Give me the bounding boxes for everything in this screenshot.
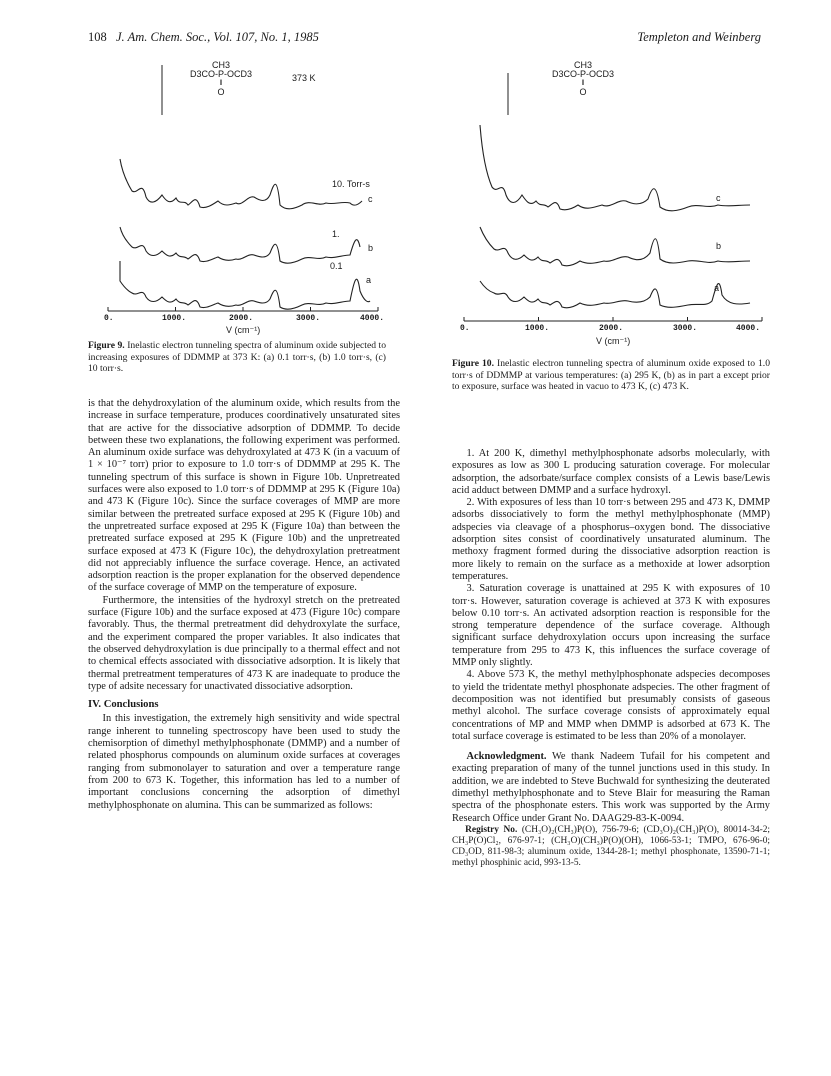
figure-10-caption-label: Figure 10. bbox=[452, 358, 495, 369]
fig10-trace-b bbox=[480, 227, 750, 266]
figure-10-caption-text: Inelastic electron tunneling spectra of aluminum oxide exposed to 1.0 torr·s of DDMMP at various temperatures: (a) 295 K, (b) as in part a except prior to exposure, surface was heated in vacuo to 473 K, (c) 473 K. bbox=[452, 358, 770, 392]
fig10-molecule bbox=[538, 61, 628, 97]
fig10-tick-3000: 3000. bbox=[673, 324, 698, 333]
fig10-molecule-double-bond: ‖ bbox=[581, 80, 585, 87]
fig10-label-a: a bbox=[714, 283, 720, 293]
figure-9-plot bbox=[80, 55, 380, 345]
running-header bbox=[88, 30, 761, 48]
acknowledgment-text: We thank Nadeem Tufail for his competent and exacting preparation of many of the tunnel junctions used in this study. In addition, we are indebted to Steve Buchwald for synthesizing the deuterated dimethyl methylphosphonate and to Steve Blair for measuring the Raman spectra of the phosphonate esters. This work was supported by the Army Research Office under Grant No. DAAG29-83-K-0094. bbox=[452, 751, 770, 824]
fig9-label-b-exposure: 1. bbox=[332, 229, 340, 239]
fig9-molecule-ch3: CH3 bbox=[211, 60, 230, 70]
fig9-tick-4000: 4000. bbox=[360, 314, 385, 323]
fig10-molecule-ch3: CH3 bbox=[573, 60, 592, 70]
figure-9-caption-text: Inelastic electron tunneling spectra of aluminum oxide subjected to increasing exposures of DDMMP at 373 K: (a) 0.1 torr·s, (b) 1.0 torr·s, (c) 10 torr·s. bbox=[88, 340, 386, 374]
left-paragraph-1: is that the dehydroxylation of the aluminum oxide, which results from the increase in surface temperature, produces coordinatively unsaturated sites that are active for the dissociative adsorption of DDMMP. To decide between these two explanations, the following experiment was performed. An aluminum oxide surface was dehydroxylated at 473 K (in a vacuum of 1 × 10⁻⁷ torr) prior to exposure to 1.0 torr·s of DDMMP at 295 K. The tunneling spectrum of this surface is shown in Figure 10b. Unpretreated surfaces were also exposed to 1.0 torr·s of DDMMP at 295 K (Figure 10a) and 473 K (Figure 10c). Since the surface coverages of MMP are more similar between the pretreated surface exposed at 295 K (Figure 10b) and the unpretreated surface exposed at 295 K (Figure 10a) than between the pretreated surface exposed at 295 K (Figure 10b) and the unpretreated surface exposed at 473 K (Figure 10c), the dehydroxylation pretreatment did not appreciably influence the surface coverage. Hence, an activated adsorption reaction is the proper explanation for the observed dependence of the surface coverage of MMP on the temperature of exposure. bbox=[88, 398, 400, 594]
fig9-molecule bbox=[176, 61, 266, 97]
fig9-tick-1000: 1000. bbox=[162, 314, 187, 323]
fig10-tick-0: 0. bbox=[460, 324, 470, 333]
fig10-trace-c bbox=[480, 125, 750, 211]
figure-10 bbox=[450, 55, 765, 355]
fig9-label-c-exposure: 10. Torr-s bbox=[332, 179, 370, 189]
fig10-molecule-core: D3CO-P-OCD3 bbox=[551, 69, 614, 79]
fig10-molecule-oxygen: O bbox=[579, 87, 587, 97]
fig9-molecule-double-bond: ‖ bbox=[219, 80, 223, 87]
fig10-tick-1000: 1000. bbox=[525, 324, 550, 333]
fig10-x-axis-label: V (cm⁻¹) bbox=[596, 336, 631, 346]
fig10-trace-a bbox=[480, 281, 750, 308]
running-authors: Templeton and Weinberg bbox=[637, 30, 761, 44]
registry-numbers bbox=[452, 825, 770, 869]
conclusion-item-3: 3. Saturation coverage is unattained at 295 K with exposures of 10 torr·s. However, saturation coverage is achieved at 373 K with exposures below 0.10 torr·s. An activated adsorption reaction is responsible for the strong temperature dependence of the surface coverage. Although significant surface dehydroxylation occurs upon increasing the surface temperature from 295 to 473 K, this influences the surface coverage of MMP only slightly. bbox=[452, 583, 770, 669]
fig9-x-axis-label: V (cm⁻¹) bbox=[226, 325, 261, 335]
fig9-tick-0: 0. bbox=[104, 314, 114, 323]
fig9-label-b: b bbox=[368, 243, 374, 253]
figure-10-caption bbox=[452, 358, 770, 393]
left-paragraph-2: Furthermore, the intensities of the hydroxyl stretch on the pretreated surface (Figure 10b) and the surface exposed at 473 (Figure 10c) compare favorably. Thus, the thermal pretreatment did dehydroxylate the surface, and the experiment compared the proper variables. It also indicates that the observed dehydroxylation is due principally to a thermal effect and not to chemical effects associated with dissociative adsorption. It is likely that thermal pretreatment temperatures of 473 K are inadequate to produce the type of adsite necessary for unactivated dissociative adsorption. bbox=[88, 594, 400, 692]
conclusions-heading: IV. Conclusions bbox=[88, 699, 159, 711]
journal-citation: J. Am. Chem. Soc., Vol. 107, No. 1, 1985 bbox=[116, 30, 319, 44]
fig10-label-c: c bbox=[716, 193, 721, 203]
figure-9 bbox=[80, 55, 385, 345]
fig9-temperature: 373 K bbox=[292, 73, 316, 83]
fig9-label-c: c bbox=[368, 194, 373, 204]
registry-label: Registry No. bbox=[465, 824, 518, 835]
fig10-tick-4000: 4000. bbox=[736, 324, 761, 333]
fig9-label-a-exposure: 0.1 bbox=[330, 261, 343, 271]
fig9-tick-2000: 2000. bbox=[229, 314, 254, 323]
left-paragraph-3: In this investigation, the extremely high sensitivity and wide spectral range inherent to tunneling spectroscopy have been used to study the chemisorption of dimethyl methylphosphonate (DMMP) and a number of related phosphorus compounds on aluminum oxide surfaces at coverages ranging from submonolayer to saturation and over a temperature range from 200 to 673 K. Together, this information has led to a number of important conclusions concerning the adsorption of dimethyl methylphosphonate on alumina. This can be summarized as follows: bbox=[88, 713, 400, 811]
fig9-molecule-core: D3CO-P-OCD3 bbox=[189, 69, 252, 79]
left-column bbox=[88, 398, 400, 812]
fig9-trace-c bbox=[120, 159, 362, 209]
right-column bbox=[452, 448, 770, 869]
fig10-label-b: b bbox=[716, 241, 722, 251]
page-number: 108 bbox=[88, 30, 107, 44]
fig9-label-a: a bbox=[366, 275, 372, 285]
acknowledgment-label: Acknowledgment. bbox=[466, 751, 547, 763]
registry-text: (CH₃O)₂(CH₃)P(O), 756-79-6; (CD₃O)₂(CH₃)P(O), 80014-34-2; CH₃P(O)Cl₂, 676-97-1; (CH₃O)(CH₃)P(O)(OH), 1066-53-1; TMPO, 676-96-0; CD₃OD, 811-98-3; aluminum oxide, 1344-28-1; methyl phosphonate, 13590-71-1; methyl phosphinic acid, 993-13-5. bbox=[452, 824, 770, 868]
conclusion-item-2: 2. With exposures of less than 10 torr·s between 295 and 473 K, DMMP adsorbs dissociatively to form the methyl methylphosphonate (MMP) adspecies via cleavage of a phosphorus–oxygen bond. The dissociative adsorption sites consist of coordinatively unsaturated aluminum. The methoxy fragment formed during the dissociative adsorption reaction is more likely to remain on the surface as a methoxide at lower adsorption temperatures. bbox=[452, 497, 770, 582]
acknowledgment bbox=[452, 751, 770, 825]
fig9-trace-b bbox=[120, 227, 360, 263]
fig9-tick-3000: 3000. bbox=[296, 314, 321, 323]
conclusion-item-4: 4. Above 573 K, the methyl methylphosphonate adspecies decomposes to yield the tridentate methyl phosphonate adspecies. The other fragment of decomposition was not identified but presumably consists of gaseous methyl alcohol. The surface coverage consists of approximately equal concentrations of MP and MMP when DMMP is adsorbed at 673 K. The total surface coverage is estimated to be less than 20% of a monolayer. bbox=[452, 669, 770, 742]
fig10-tick-2000: 2000. bbox=[599, 324, 624, 333]
conclusion-item-1: 1. At 200 K, dimethyl methylphosphonate adsorbs molecularly, with exposures as low as 300 L producing saturation coverage. For molecular adsorption, the adsorbate/surface complex consists of a Lewis base/Lewis acid adduct between DMMP and a surface hydroxyl. bbox=[452, 448, 770, 496]
figure-9-caption-label: Figure 9. bbox=[88, 340, 125, 351]
fig9-molecule-oxygen: O bbox=[217, 87, 225, 97]
figure-9-caption bbox=[88, 340, 386, 375]
figure-10-plot bbox=[450, 55, 765, 355]
